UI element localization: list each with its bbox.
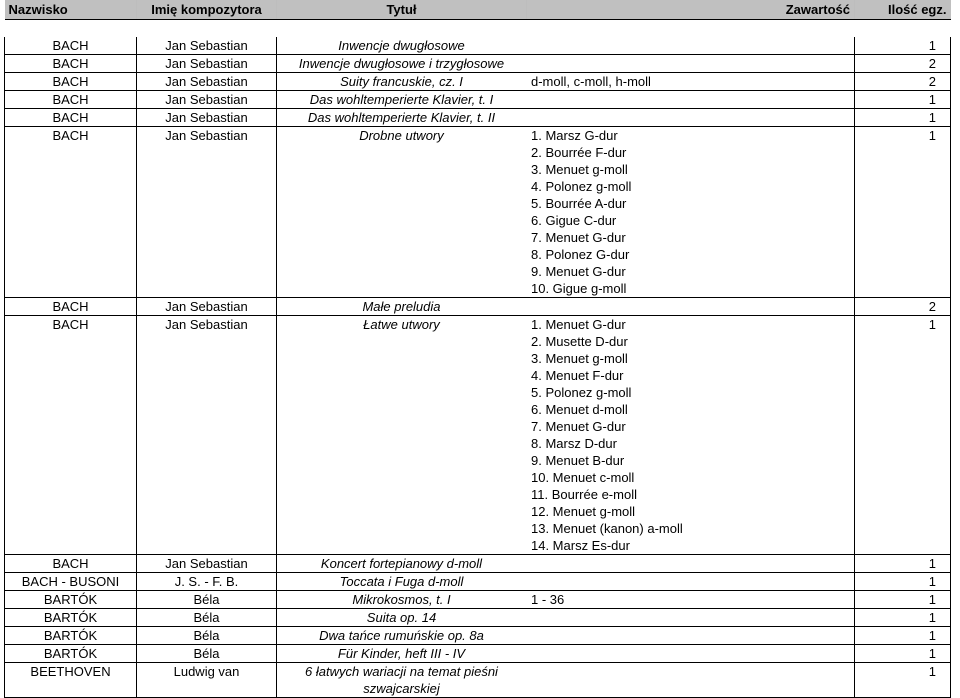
contents-item: 1 - 36 [531, 592, 565, 607]
contents-item: 9. Menuet G-dur [531, 264, 626, 279]
cell-surname: BARTÓK [5, 609, 137, 627]
header-surname: Nazwisko [5, 0, 137, 20]
cell-contents [527, 127, 855, 298]
cell-contents [527, 591, 855, 609]
cell-contents [527, 645, 855, 663]
cell-contents [527, 37, 855, 55]
cell-contents [527, 298, 855, 316]
contents-item: 10. Gigue g-moll [531, 281, 627, 296]
cell-quantity: 1 [855, 663, 951, 698]
cell-title: Suity francuskie, cz. I [277, 73, 527, 91]
table-row [5, 55, 951, 73]
contents-item: 13. Menuet (kanon) a-moll [531, 521, 683, 536]
table-row [5, 316, 951, 555]
cell-first-name: Béla [137, 609, 277, 627]
cell-surname: BACH [5, 127, 137, 298]
cell-title: Małe preludia [277, 298, 527, 316]
header-first-name: Imię kompozytora [137, 0, 277, 20]
table-row [5, 73, 951, 91]
cell-surname: BACH [5, 555, 137, 573]
cell-surname: BACH [5, 73, 137, 91]
contents-item: 7. Menuet G-dur [531, 230, 626, 245]
cell-title: 6 łatwych wariacji na temat pieśni szwajcarskiej [277, 663, 527, 698]
cell-contents [527, 627, 855, 645]
contents-item: 4. Menuet F-dur [531, 368, 624, 383]
cell-quantity: 1 [855, 627, 951, 645]
cell-surname: BACH [5, 109, 137, 127]
cell-title: Suita op. 14 [277, 609, 527, 627]
cell-first-name: Jan Sebastian [137, 316, 277, 555]
cell-title: Łatwe utwory [277, 316, 527, 555]
cell-quantity: 1 [855, 573, 951, 591]
contents-item: 1. Menuet G-dur [531, 317, 626, 332]
cell-first-name: Jan Sebastian [137, 91, 277, 109]
contents-item: 8. Marsz D-dur [531, 436, 617, 451]
contents-item: 3. Menuet g-moll [531, 162, 628, 177]
table-row [5, 591, 951, 609]
cell-surname: BACH [5, 91, 137, 109]
cell-contents [527, 663, 855, 698]
cell-surname: BARTÓK [5, 591, 137, 609]
cell-first-name: Jan Sebastian [137, 73, 277, 91]
cell-title: Koncert fortepianowy d-moll [277, 555, 527, 573]
cell-surname: BACH - BUSONI [5, 573, 137, 591]
contents-item: 10. Menuet c-moll [531, 470, 635, 485]
cell-title: Inwencje dwugłosowe [277, 37, 527, 55]
cell-first-name: Ludwig van [137, 663, 277, 698]
contents-item: 9. Menuet B-dur [531, 453, 625, 468]
cell-quantity: 1 [855, 609, 951, 627]
cell-quantity: 1 [855, 109, 951, 127]
header-title: Tytuł [277, 0, 527, 20]
contents-item: 5. Polonez g-moll [531, 385, 632, 400]
cell-quantity: 2 [855, 298, 951, 316]
cell-surname: BACH [5, 298, 137, 316]
cell-quantity: 1 [855, 591, 951, 609]
header-row [5, 0, 951, 20]
cell-first-name: Jan Sebastian [137, 555, 277, 573]
cell-title: Mikrokosmos, t. I [277, 591, 527, 609]
cell-surname: BACH [5, 37, 137, 55]
table-row [5, 555, 951, 573]
cell-surname: BARTÓK [5, 645, 137, 663]
cell-quantity: 1 [855, 555, 951, 573]
contents-item: d-moll, c-moll, h-moll [531, 74, 651, 89]
contents-item: 6. Menuet d-moll [531, 402, 628, 417]
cell-title: Toccata i Fuga d-moll [277, 573, 527, 591]
cell-quantity: 1 [855, 37, 951, 55]
table-row [5, 127, 951, 298]
table-row [5, 663, 951, 698]
cell-quantity: 1 [855, 127, 951, 298]
cell-surname: BACH [5, 55, 137, 73]
cell-first-name: Jan Sebastian [137, 298, 277, 316]
cell-first-name: Jan Sebastian [137, 127, 277, 298]
cell-contents [527, 316, 855, 555]
contents-item: 2. Musette D-dur [531, 334, 628, 349]
contents-item: 12. Menuet g-moll [531, 504, 636, 519]
cell-contents [527, 573, 855, 591]
cell-quantity: 2 [855, 55, 951, 73]
cell-title: Das wohltemperierte Klavier, t. I [277, 91, 527, 109]
contents-item: 5. Bourrée A-dur [531, 196, 627, 211]
contents-item: 11. Bourrée e-moll [531, 487, 637, 502]
cell-title: Inwencje dwugłosowe i trzygłosowe [277, 55, 527, 73]
cell-contents [527, 609, 855, 627]
cell-first-name: Béla [137, 627, 277, 645]
cell-title: Dwa tańce rumuńskie op. 8a [277, 627, 527, 645]
cell-surname: BEETHOVEN [5, 663, 137, 698]
table-row [5, 91, 951, 109]
cell-title: Drobne utwory [277, 127, 527, 298]
table-row [5, 298, 951, 316]
cell-first-name: Jan Sebastian [137, 37, 277, 55]
cell-surname: BACH [5, 316, 137, 555]
table-row [5, 627, 951, 645]
contents-item: 3. Menuet g-moll [531, 351, 628, 366]
cell-contents [527, 555, 855, 573]
cell-title: Das wohltemperierte Klavier, t. II [277, 109, 527, 127]
table-row [5, 37, 951, 55]
table-row [5, 609, 951, 627]
cell-first-name: Béla [137, 591, 277, 609]
table-row [5, 573, 951, 591]
cell-contents [527, 55, 855, 73]
cell-surname: BARTÓK [5, 627, 137, 645]
cell-quantity: 1 [855, 91, 951, 109]
cell-first-name: Jan Sebastian [137, 109, 277, 127]
cell-first-name: Béla [137, 645, 277, 663]
cell-contents [527, 91, 855, 109]
cell-quantity: 2 [855, 73, 951, 91]
cell-first-name: Jan Sebastian [137, 55, 277, 73]
contents-item: 14. Marsz Es-dur [531, 538, 630, 553]
header-contents: Zawartość [527, 0, 855, 20]
contents-item: 1. Marsz G-dur [531, 128, 618, 143]
cell-quantity: 1 [855, 316, 951, 555]
cell-quantity: 1 [855, 645, 951, 663]
cell-contents [527, 109, 855, 127]
table-row [5, 645, 951, 663]
cell-contents [527, 73, 855, 91]
cell-first-name: J. S. - F. B. [137, 573, 277, 591]
contents-item: 8. Polonez G-dur [531, 247, 630, 262]
contents-item: 4. Polonez g-moll [531, 179, 632, 194]
music-catalog-table [4, 0, 951, 698]
cell-title: Für Kinder, heft III - IV [277, 645, 527, 663]
table-row [5, 109, 951, 127]
header-quantity: Ilość egz. [855, 0, 951, 20]
contents-item: 2. Bourrée F-dur [531, 145, 627, 160]
contents-item: 7. Menuet G-dur [531, 419, 626, 434]
contents-item: 6. Gigue C-dur [531, 213, 617, 228]
spacer-row [5, 20, 951, 38]
table-body [5, 20, 951, 698]
